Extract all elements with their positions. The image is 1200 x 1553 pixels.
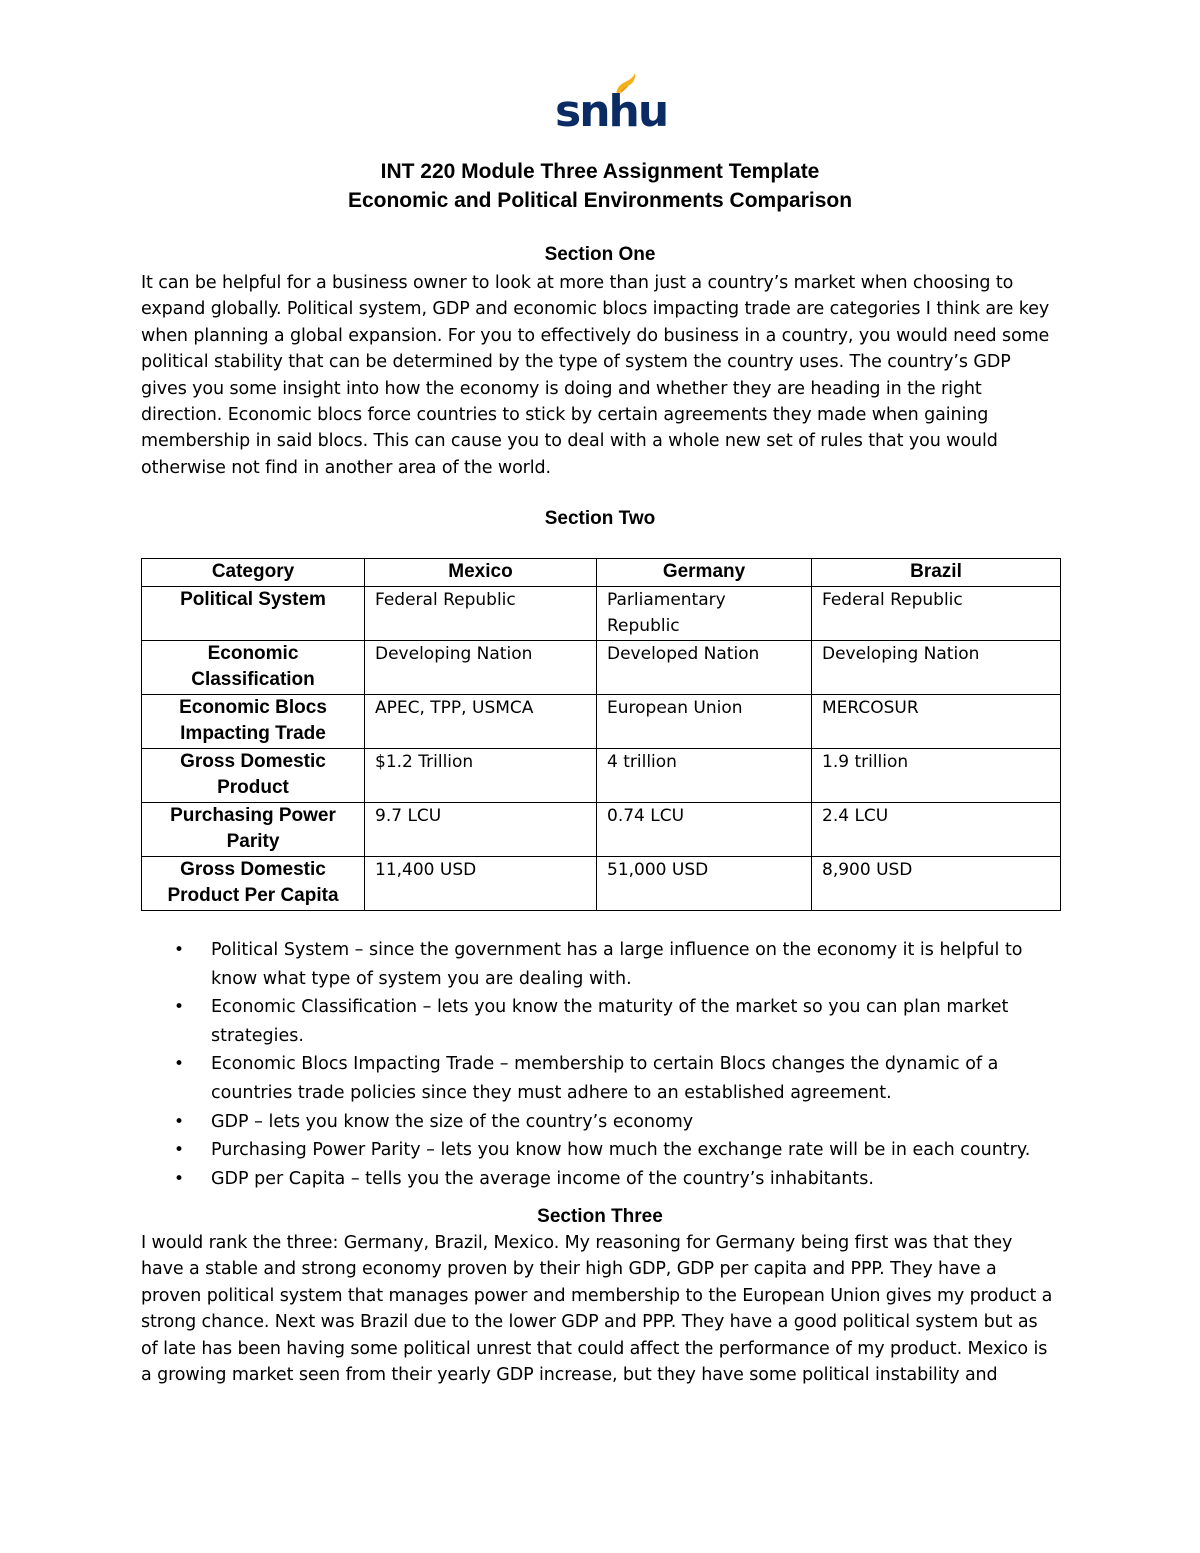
snhu-logo	[555, 72, 668, 137]
paragraph-line: membership in said blocs. This can cause you to deal with a whole new set of rules that you would	[141, 431, 998, 452]
paragraph-line: a growing market seen from their yearly GDP increase, but they have some political instability and	[141, 1365, 998, 1386]
paragraph-line: expand globally. Political system, GDP and economic blocs impacting trade are categories I think are key	[141, 299, 1050, 320]
paragraph-line: strong chance. Next was Brazil due to the lower GDP and PPP. They have a good political system but as	[141, 1312, 1038, 1333]
bullet-icon: •	[174, 1168, 185, 1189]
table-cell: European Union	[597, 694, 812, 748]
document-subtitle: Economic and Political Environments Comparison	[347, 189, 853, 212]
row-label-line: Political System	[180, 588, 326, 610]
bullet-line: strategies.	[211, 1025, 304, 1046]
table-cell: 2.4 LCU	[812, 802, 1061, 856]
section-three-heading: Section Three	[537, 1206, 663, 1227]
list-item	[141, 993, 1071, 1050]
table-cell: Developing Nation	[812, 640, 1061, 694]
row-label-line: Classification	[191, 669, 315, 690]
table-row	[142, 640, 1061, 694]
bullet-line: Purchasing Power Parity – lets you know how much the exchange rate will be in each country.	[211, 1140, 1031, 1161]
section-one-paragraph	[141, 270, 1071, 481]
bullet-icon: •	[174, 1054, 185, 1075]
table-cell: $1.2 Trillion	[365, 748, 597, 802]
list-item	[141, 1165, 1071, 1194]
bullet-line: Political System – since the government has a large influence on the economy it is helpful to	[211, 940, 1023, 960]
document-title: INT 220 Module Three Assignment Template	[380, 160, 820, 183]
section-two-heading: Section Two	[544, 508, 656, 529]
bullet-line: countries trade policies since they must adhere to an established agreement.	[211, 1082, 892, 1103]
bullet-line: know what type of system you are dealing with.	[211, 968, 632, 989]
comparison-table	[141, 558, 1061, 911]
bullet-icon: •	[174, 940, 185, 960]
table-row	[142, 748, 1061, 802]
list-item	[141, 936, 1071, 993]
table-cell: Federal Republic	[812, 586, 1061, 640]
paragraph-line: proven political system that manages power and membership to the European Union gives my product a	[141, 1285, 1053, 1306]
table-cell: Federal Republic	[365, 586, 597, 640]
list-item	[141, 1136, 1071, 1165]
table-cell: APEC, TPP, USMCA	[365, 694, 597, 748]
table-cell: MERCOSUR	[812, 694, 1061, 748]
bullet-icon: •	[174, 1140, 185, 1161]
table-cell: 51,000 USD	[597, 856, 812, 910]
table-row	[142, 694, 1061, 748]
paragraph-line: It can be helpful for a business owner to look at more than just a country’s market when choosing to	[141, 273, 1014, 293]
category-bullet-list	[141, 936, 1071, 1193]
row-label-economic-classification	[142, 640, 365, 694]
paragraph-line: gives you some insight into how the economy is doing and whether they are heading in the right	[141, 378, 982, 399]
section-one-heading: Section One	[544, 244, 656, 265]
paragraph-line: have a stable and strong economy proven by their high GDP, GDP per capita and PPP. They have a	[141, 1259, 997, 1280]
row-label-line: Economic Blocs	[179, 696, 327, 718]
table-cell: Parliamentary Republic	[597, 586, 812, 640]
paragraph-line: I would rank the three: Germany, Brazil, Mexico. My reasoning for Germany being first was that they	[141, 1233, 1013, 1253]
logo-wordmark: snhu	[555, 86, 668, 137]
row-label-line: Parity	[226, 831, 280, 852]
header-brazil: Brazil	[812, 559, 1061, 587]
bullet-line: GDP per Capita – tells you the average income of the country’s inhabitants.	[211, 1168, 874, 1189]
table-cell: 0.74 LCU	[597, 802, 812, 856]
paragraph-line: political stability that can be determined by the type of system the country uses. The country’s GDP	[141, 352, 1011, 373]
bullet-icon: •	[174, 1111, 185, 1132]
table-cell: Developed Nation	[597, 640, 812, 694]
table-cell: 1.9 trillion	[812, 748, 1061, 802]
table-cell: 4 trillion	[597, 748, 812, 802]
table-cell: 9.7 LCU	[365, 802, 597, 856]
table-header-row	[142, 559, 1061, 587]
header-germany: Germany	[597, 559, 812, 587]
table-cell: 8,900 USD	[812, 856, 1061, 910]
row-label-line: Product	[217, 777, 289, 798]
paragraph-line: of late has been having some political unrest that could affect the performance of my product. Mexico is	[141, 1338, 1048, 1359]
table-row	[142, 856, 1061, 910]
list-item	[141, 1108, 1071, 1137]
row-label-line: Product Per Capita	[167, 885, 339, 906]
table-row	[142, 586, 1061, 640]
row-label-gdp	[142, 748, 365, 802]
header-category: Category	[142, 559, 365, 587]
bullet-line: GDP – lets you know the size of the country’s economy	[211, 1111, 694, 1132]
row-label-line: Gross Domestic	[180, 750, 326, 772]
table-cell: 11,400 USD	[365, 856, 597, 910]
row-label-line: Gross Domestic	[180, 858, 326, 880]
row-label-line: Economic	[207, 642, 299, 664]
row-label-ppp	[142, 802, 365, 856]
table-cell: Developing Nation	[365, 640, 597, 694]
row-label-line: Impacting Trade	[180, 723, 326, 744]
paragraph-line: direction. Economic blocs force countries to stick by certain agreements they made when gaining	[141, 405, 989, 426]
row-label-political-system	[142, 586, 365, 640]
row-label-line: Purchasing Power	[170, 804, 336, 826]
paragraph-line: when planning a global expansion. For you to effectively do business in a country, you would need some	[141, 325, 1050, 346]
row-label-economic-blocs	[142, 694, 365, 748]
bullet-icon: •	[174, 997, 185, 1018]
table-row	[142, 802, 1061, 856]
paragraph-line: otherwise not find in another area of the world.	[141, 457, 552, 478]
section-three-paragraph	[141, 1230, 1071, 1388]
bullet-line: Economic Blocs Impacting Trade – membership to certain Blocs changes the dynamic of a	[211, 1054, 999, 1075]
header-mexico: Mexico	[365, 559, 597, 587]
list-item	[141, 1050, 1071, 1107]
bullet-line: Economic Classification – lets you know the maturity of the market so you can plan market	[211, 997, 1009, 1018]
row-label-gdp-per-capita	[142, 856, 365, 910]
